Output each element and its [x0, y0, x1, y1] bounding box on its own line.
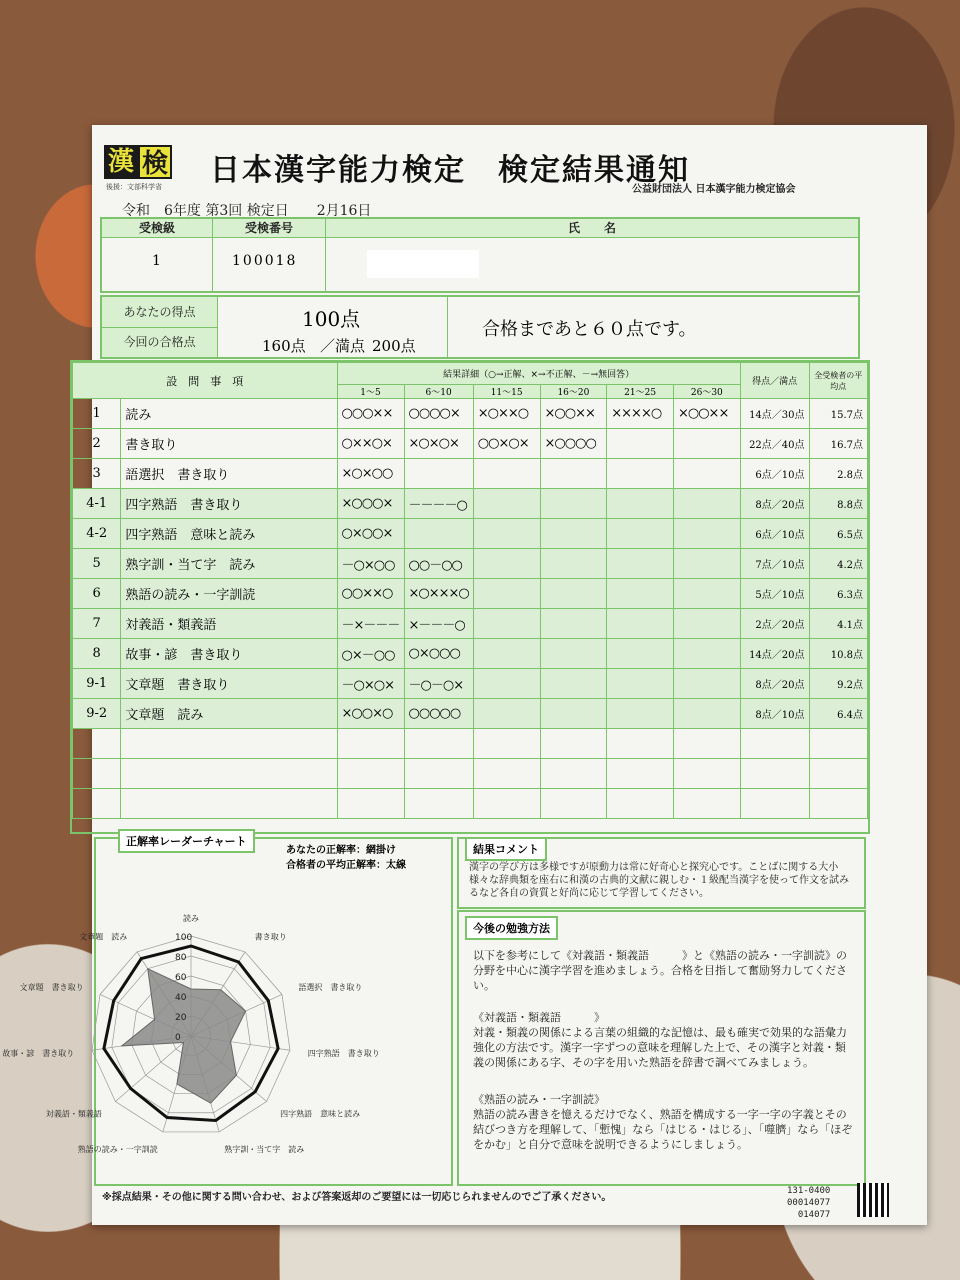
- row-score: 5点／10点: [740, 579, 809, 609]
- result-detail: [473, 519, 540, 549]
- result-detail: [473, 489, 540, 519]
- result-detail: [473, 699, 540, 729]
- table-row: [73, 549, 868, 579]
- question-number: 6: [73, 579, 121, 609]
- radar-tick-label: 100: [175, 933, 193, 943]
- radar-axis-label: 語選択 書き取り: [298, 982, 363, 992]
- question-number: 2: [73, 429, 121, 459]
- result-detail: [540, 699, 607, 729]
- question-number: 3: [73, 459, 121, 489]
- result-detail: ×○○○×: [337, 489, 404, 519]
- range-header: 26～30: [673, 385, 740, 399]
- row-average: 6.5点: [809, 519, 867, 549]
- number-label: 受検番号: [213, 219, 326, 238]
- radar-tick-label: 80: [175, 953, 187, 963]
- result-detail: [473, 459, 540, 489]
- radar-tick-label: 60: [175, 973, 187, 983]
- result-detail: －○－○×: [404, 669, 473, 699]
- radar-axis-label: 文章題 書き取り: [19, 982, 84, 992]
- result-detail: [673, 579, 740, 609]
- result-detail: [540, 549, 607, 579]
- radar-axis-label: 故事・諺 書き取り: [2, 1048, 75, 1058]
- result-detail: [404, 519, 473, 549]
- your-score-label: あなたの得点: [102, 297, 218, 328]
- result-detail: [607, 639, 674, 669]
- result-detail: ○×－○○: [337, 639, 404, 669]
- qr-code: [857, 1183, 889, 1217]
- result-detail: －○×○○: [337, 549, 404, 579]
- radar-axis-label: 四字熟語 意味と読み: [280, 1109, 361, 1119]
- comment-box: [457, 837, 866, 909]
- result-detail: ×○○×○: [337, 699, 404, 729]
- supervision-text: 後援：文部科学省: [106, 183, 162, 191]
- radar-axis-label: 熟字訓・当て字 読み: [224, 1145, 305, 1155]
- table-row: [73, 639, 868, 669]
- result-detail: [540, 609, 607, 639]
- radar-title: 正解率レーダーチャート: [118, 829, 255, 853]
- row-average: 4.1点: [809, 609, 867, 639]
- result-notice-paper: [2, 125, 927, 1225]
- result-detail: ×○○○○: [540, 429, 607, 459]
- empty-row: [73, 759, 868, 789]
- question-number: 9-1: [73, 669, 121, 699]
- result-detail: ○×○○○: [404, 639, 473, 669]
- table-row: [73, 609, 868, 639]
- table-row: [73, 459, 868, 489]
- row-average: 6.4点: [809, 699, 867, 729]
- result-detail: [673, 489, 740, 519]
- question-number: 8: [73, 639, 121, 669]
- your-rate-area: [122, 969, 246, 1103]
- col-avg-header: 全受検者の平均点: [809, 363, 867, 399]
- result-detail: －－－－○: [404, 489, 473, 519]
- row-average: 16.7点: [809, 429, 867, 459]
- score-box: [100, 295, 860, 359]
- result-detail: ×○×○○: [337, 459, 404, 489]
- result-detail: [673, 669, 740, 699]
- full-score-value: 200点: [372, 337, 416, 355]
- organization-name: 公益財団法人 日本漢字能力検定協会: [632, 184, 796, 195]
- table-row: [73, 399, 868, 429]
- exam-date: 令和 6年度 第3回 検定日 2月16日: [122, 203, 372, 219]
- level-label: 受検級: [102, 219, 213, 238]
- result-detail: ×○××○: [473, 399, 540, 429]
- radar-tick-label: 40: [175, 993, 187, 1003]
- code-1: 131-0400: [787, 1186, 831, 1196]
- row-average: 8.8点: [809, 489, 867, 519]
- radar-axis-label: 対義語・類義語: [45, 1109, 102, 1119]
- empty-row: [73, 729, 868, 759]
- result-detail: [673, 639, 740, 669]
- question-number: 1: [73, 399, 121, 429]
- row-average: 15.7点: [809, 399, 867, 429]
- result-detail: ○○－○○: [404, 549, 473, 579]
- table-row: [73, 579, 868, 609]
- study-title: 今後の勉強方法: [465, 916, 558, 940]
- result-detail: ×－－－○: [404, 609, 473, 639]
- code-3: 014077: [797, 1210, 831, 1220]
- result-detail: ××××○: [607, 399, 674, 429]
- question-topic: 読み: [121, 399, 337, 429]
- radar-axis-label: 書き取り: [254, 932, 287, 942]
- result-detail: [540, 579, 607, 609]
- result-detail: [673, 429, 740, 459]
- result-detail: [540, 519, 607, 549]
- kanken-logo: 漢 検: [104, 145, 172, 179]
- results-table-box: [70, 360, 870, 834]
- table-row: [73, 429, 868, 459]
- result-detail: [540, 489, 607, 519]
- row-score: 6点／10点: [740, 459, 809, 489]
- result-detail: ×○×××○: [404, 579, 473, 609]
- col-detail-header: 結果詳細（○→正解、×→不正解、－→無回答）: [337, 363, 740, 385]
- result-detail: [607, 489, 674, 519]
- result-detail: [607, 459, 674, 489]
- col-score-header: 得点／満点: [740, 363, 809, 399]
- range-header: 11～15: [473, 385, 540, 399]
- result-detail: [673, 549, 740, 579]
- level-value: 1: [152, 253, 161, 269]
- question-topic: 文章題 読み: [121, 699, 337, 729]
- result-detail: ○××○×: [337, 429, 404, 459]
- radar-axis-label: 四字熟語 書き取り: [307, 1048, 380, 1058]
- radar-tick-label: 0: [175, 1033, 181, 1043]
- result-detail: [540, 639, 607, 669]
- row-score: 14点／20点: [740, 639, 809, 669]
- result-detail: [473, 549, 540, 579]
- question-number: 7: [73, 609, 121, 639]
- your-score-value: 100点: [302, 307, 361, 331]
- result-detail: [607, 579, 674, 609]
- radar-axis-label: 熟語の読み・一字訓読: [77, 1145, 158, 1155]
- radar-tick-label: 20: [175, 1013, 187, 1023]
- study-heading-2: 《熟語の読み・一字訓読》: [473, 1093, 605, 1106]
- result-detail: [673, 519, 740, 549]
- question-topic: 書き取り: [121, 429, 337, 459]
- result-detail: [473, 639, 540, 669]
- study-intro: 以下を参考にして《対義語・類義語 》と《熟語の読み・一字訓読》の分野を中心に漢字学習を進めましょう。合格を目指して奮励努力してください。: [473, 949, 847, 992]
- question-topic: 熟字訓・当て字 読み: [121, 549, 337, 579]
- row-average: 6.3点: [809, 579, 867, 609]
- question-number: 5: [73, 549, 121, 579]
- legend-pass: 合格者の平均正解率：太線: [286, 860, 406, 871]
- result-detail: ○○×○×: [473, 429, 540, 459]
- row-average: 4.2点: [809, 549, 867, 579]
- comment-title: 結果コメント: [465, 837, 547, 861]
- result-detail: [607, 669, 674, 699]
- result-detail: ○×○○×: [337, 519, 404, 549]
- range-header: 16～20: [540, 385, 607, 399]
- result-detail: ×○×○×: [404, 429, 473, 459]
- row-score: 22点／40点: [740, 429, 809, 459]
- result-detail: ○○○○×: [404, 399, 473, 429]
- row-score: 7点／10点: [740, 549, 809, 579]
- row-score: 8点／20点: [740, 669, 809, 699]
- question-topic: 故事・諺 書き取り: [121, 639, 337, 669]
- result-detail: ○○○××: [337, 399, 404, 429]
- results-table: [72, 362, 868, 819]
- question-topic: 語選択 書き取り: [121, 459, 337, 489]
- number-value: 100018: [232, 253, 298, 269]
- name-label: 氏 名: [326, 219, 858, 238]
- result-detail: －×－－－: [337, 609, 404, 639]
- table-row: [73, 669, 868, 699]
- question-topic: 熟語の読み・一字訓読: [121, 579, 337, 609]
- result-detail: [473, 609, 540, 639]
- row-average: 10.8点: [809, 639, 867, 669]
- question-number: 4-2: [73, 519, 121, 549]
- study-heading-1: 《対義語・類義語 》: [473, 1011, 605, 1024]
- pass-score-value: 160点: [262, 337, 306, 355]
- comment-body: 漢字の学び方は多様ですが原動力は常に好奇心と探究心です。ことばに関する大小様々な辞典類を座右に和漢の古典的文献に親しむ・１級配当漢字を使って作文を試みるなど各自の資質と好尚に応じて学習してください。: [469, 862, 849, 899]
- result-detail: ○○○○○: [404, 699, 473, 729]
- row-score: 2点／20点: [740, 609, 809, 639]
- result-detail: [473, 669, 540, 699]
- result-detail: [607, 609, 674, 639]
- question-topic: 四字熟語 書き取り: [121, 489, 337, 519]
- pass-remaining-message: 合格まであと６０点です。: [482, 319, 697, 340]
- result-detail: [607, 519, 674, 549]
- table-row: [73, 519, 868, 549]
- range-header: 1～5: [337, 385, 404, 399]
- study-paragraph-1: 対義・類義の関係による言葉の組織的な記憶は、最も確実で効果的な語彙力強化の方法です。漢字一字ずつの意味を理解した上で、その漢字と対義・類義の関係にある字、その字を用いた熟語を辞書で調べてみましょう。: [473, 1026, 847, 1069]
- result-detail: [673, 609, 740, 639]
- pass-score-label: 今回の合格点: [102, 328, 218, 357]
- range-header: 6～10: [404, 385, 473, 399]
- question-topic: 四字熟語 意味と読み: [121, 519, 337, 549]
- col-topic-header: 設 問 事 項: [73, 363, 338, 399]
- exam-info-box: [100, 217, 860, 293]
- row-average: 2.8点: [809, 459, 867, 489]
- footer-codes: [787, 1185, 830, 1221]
- study-paragraph-2: 熟語の読み書きを憶えるだけでなく、熟語を構成する一字一字の字義とその結びつき方を理解して、「慙愧」なら「はじる・はじる」、「噬臍」なら「ほぞをかむ」と自分で意味を説明できるようにしましょう。: [473, 1108, 853, 1151]
- study-method-box: [457, 910, 866, 1186]
- radar-axis-label: 文章題 読み: [79, 932, 128, 942]
- result-detail: [673, 459, 740, 489]
- result-detail: [607, 429, 674, 459]
- result-detail: －○×○×: [337, 669, 404, 699]
- radar-axis-label: 読み: [183, 914, 199, 923]
- result-detail: [607, 699, 674, 729]
- result-detail: ×○○××: [673, 399, 740, 429]
- result-detail: [473, 579, 540, 609]
- empty-row: [73, 789, 868, 819]
- range-header: 21～25: [607, 385, 674, 399]
- question-topic: 対義語・類義語: [121, 609, 337, 639]
- row-score: 8点／20点: [740, 489, 809, 519]
- radar-chart: [2, 871, 447, 1181]
- legend-you: あなたの正解率：網掛け: [286, 845, 396, 856]
- result-detail: [540, 669, 607, 699]
- question-topic: 文章題 書き取り: [121, 669, 337, 699]
- result-detail: ○○××○: [337, 579, 404, 609]
- table-row: [73, 699, 868, 729]
- result-detail: [607, 549, 674, 579]
- row-average: 9.2点: [809, 669, 867, 699]
- document-title: 日本漢字能力検定 検定結果通知: [210, 153, 690, 188]
- result-detail: [673, 699, 740, 729]
- row-score: 14点／30点: [740, 399, 809, 429]
- result-detail: ×○○××: [540, 399, 607, 429]
- redacted-name: [367, 250, 479, 278]
- table-row: [73, 489, 868, 519]
- row-score: 6点／10点: [740, 519, 809, 549]
- result-detail: [404, 459, 473, 489]
- radar-chart-box: [2, 835, 453, 1186]
- row-score: 8点／10点: [740, 699, 809, 729]
- footer-note: ※採点結果・その他に関する問い合わせ、および答案返却のご要望には一切応じられませんのでご了承ください。: [102, 1192, 612, 1203]
- question-number: 4-1: [73, 489, 121, 519]
- question-number: 9-2: [73, 699, 121, 729]
- code-2: 00014077: [787, 1198, 831, 1208]
- result-detail: [540, 459, 607, 489]
- full-score-label: ／満点: [320, 337, 366, 355]
